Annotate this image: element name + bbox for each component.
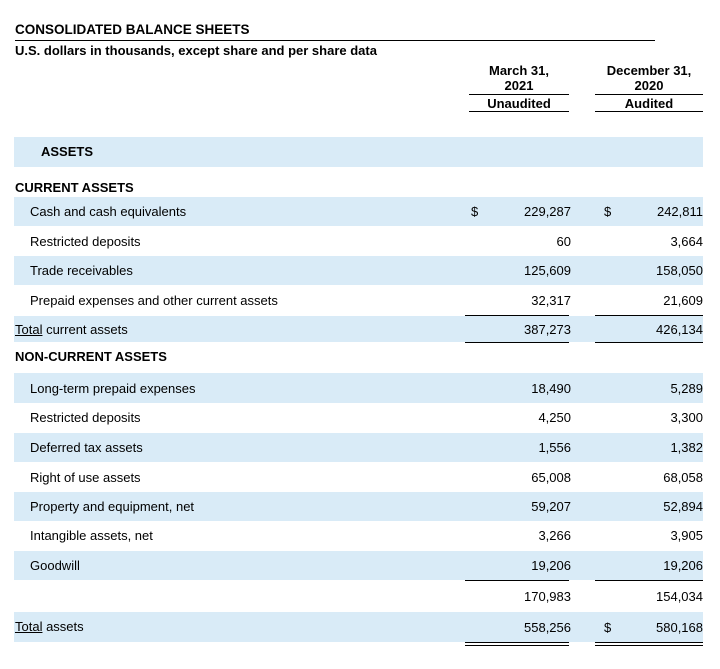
- value-2020: 3,664: [670, 234, 703, 249]
- table-row: [14, 433, 703, 462]
- value-2020: 3,300: [670, 410, 703, 425]
- table-row-total: [14, 316, 703, 342]
- column-header-line2: 2020: [634, 78, 664, 93]
- section-row: [14, 346, 703, 368]
- value-2020: 68,058: [663, 470, 703, 485]
- total-word: Total: [15, 322, 43, 337]
- column-header-march-2021: [469, 63, 569, 93]
- total-rule: [595, 645, 703, 646]
- row-label: Right of use assets: [30, 470, 141, 485]
- total-word: Total: [15, 619, 43, 634]
- table-row: [14, 521, 703, 551]
- total-rule: [465, 642, 569, 643]
- currency-symbol: $: [471, 204, 479, 219]
- column-rule: [595, 94, 703, 95]
- total-rule: [595, 642, 703, 643]
- value-2021: 170,983: [524, 589, 571, 604]
- row-label: Restricted deposits: [30, 410, 141, 425]
- subtotal-rule: [595, 342, 703, 343]
- row-label: Long-term prepaid expenses: [30, 381, 196, 396]
- value-2021: 4,250: [538, 410, 571, 425]
- value-2020: 3,905: [670, 528, 703, 543]
- row-label: Prepaid expenses and other current assets: [30, 293, 278, 308]
- table-row: [14, 462, 703, 492]
- column-header-line1: March 31,: [489, 63, 549, 78]
- table-row: [14, 373, 703, 403]
- value-2021: 65,008: [531, 470, 571, 485]
- row-label: Restricted deposits: [30, 234, 141, 249]
- column-rule: [469, 94, 569, 95]
- table-row-total-assets: [14, 612, 703, 642]
- table-row: [14, 226, 703, 256]
- value-2020: 52,894: [663, 499, 703, 514]
- value-2021: 558,256: [524, 620, 571, 635]
- section-heading-non-current-assets: NON-CURRENT ASSETS: [15, 349, 167, 364]
- assets-band: [14, 137, 703, 167]
- column-header-december-2020: [595, 63, 703, 93]
- value-2021: 125,609: [524, 263, 571, 278]
- row-label: [15, 322, 128, 337]
- section-row: [14, 177, 703, 197]
- value-2020: 154,034: [656, 589, 703, 604]
- row-label: Cash and cash equivalents: [30, 204, 187, 219]
- table-row: [14, 403, 703, 433]
- column-rule: [469, 111, 569, 112]
- value-2020: 426,134: [656, 322, 703, 337]
- value-2021: 3,266: [538, 528, 571, 543]
- header-rule: [15, 40, 655, 41]
- currency-symbol: $: [604, 204, 612, 219]
- row-label: Goodwill: [30, 558, 80, 573]
- row-label: Deferred tax assets: [30, 440, 143, 455]
- value-2020: 158,050: [656, 263, 703, 278]
- row-label: Property and equipment, net: [30, 499, 195, 514]
- row-label: Trade receivables: [30, 263, 133, 278]
- currency-symbol: $: [604, 620, 612, 635]
- value-2020: 5,289: [670, 381, 703, 396]
- row-label-rest: current assets: [42, 322, 128, 337]
- column-status-march-2021: Unaudited: [487, 96, 551, 111]
- value-2021: 229,287: [524, 204, 571, 219]
- total-rule: [465, 645, 569, 646]
- row-label: [15, 619, 84, 634]
- row-label-rest: assets: [42, 619, 84, 634]
- value-2021: 60: [556, 234, 571, 249]
- value-2021: 59,207: [531, 499, 571, 514]
- column-rule: [595, 111, 703, 112]
- table-row-subtotal: [14, 581, 703, 611]
- value-2021: 387,273: [524, 322, 571, 337]
- table-row: [14, 285, 703, 315]
- value-2021: 19,206: [531, 558, 571, 573]
- value-2020: 580,168: [656, 620, 703, 635]
- table-row: [14, 551, 703, 580]
- value-2020: 242,811: [656, 204, 703, 219]
- subtotal-rule: [465, 342, 569, 343]
- section-heading-assets: ASSETS: [41, 144, 94, 159]
- row-label: Intangible assets, net: [30, 528, 153, 543]
- value-2021: 1,556: [538, 440, 571, 455]
- statement-title: CONSOLIDATED BALANCE SHEETS: [15, 22, 250, 37]
- column-header-line1: December 31,: [606, 63, 692, 78]
- value-2020: 21,609: [663, 293, 703, 308]
- value-2021: 32,317: [531, 293, 571, 308]
- value-2020: 19,206: [663, 558, 703, 573]
- table-row: [14, 256, 703, 285]
- statement-subtitle: U.S. dollars in thousands, except share and per share data: [15, 43, 377, 58]
- column-header-line2: 2021: [504, 78, 534, 93]
- value-2020: 1,382: [670, 440, 703, 455]
- table-row: [14, 197, 703, 226]
- value-2021: 18,490: [531, 381, 571, 396]
- table-row: [14, 492, 703, 521]
- column-status-december-2020: Audited: [624, 96, 674, 111]
- section-heading-current-assets: CURRENT ASSETS: [15, 180, 134, 195]
